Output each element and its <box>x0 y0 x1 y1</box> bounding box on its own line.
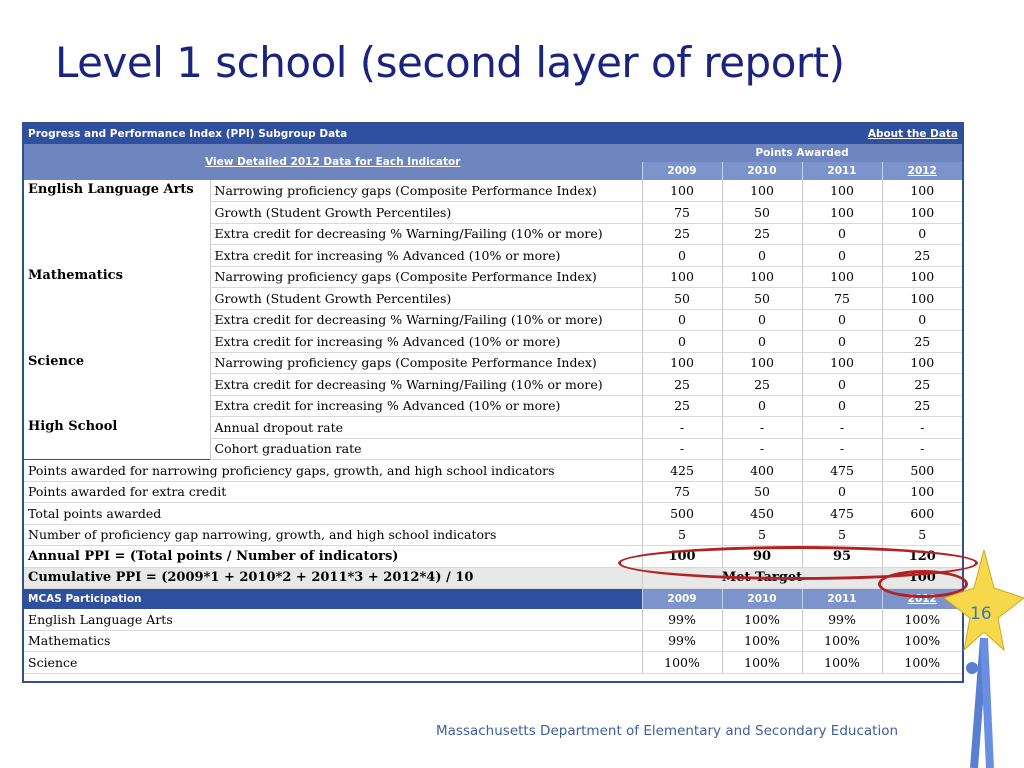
indicator-label: Narrowing proficiency gaps (Composite Performance Index) <box>210 266 642 288</box>
indicator-label: Extra credit for increasing % Advanced (10% or more) <box>210 395 642 417</box>
cumulative-label: Cumulative PPI = (2009*1 + 2010*2 + 2011*3 + 2012*4) / 10 <box>24 567 642 589</box>
points-cell: 25 <box>642 374 722 396</box>
points-cell: 100 <box>642 266 722 288</box>
mcas-value: 100% <box>722 652 802 674</box>
ppi-table <box>24 124 962 674</box>
points-cell: 25 <box>642 395 722 417</box>
slide-title: Level 1 school (second layer of report) <box>55 38 845 87</box>
summary-label: Number of proficiency gap narrowing, growth, and high school indicators <box>24 524 642 546</box>
points-cell: - <box>802 417 882 439</box>
table-row <box>24 352 962 374</box>
mcas-value: 99% <box>642 609 722 631</box>
category-label: High School <box>24 417 210 460</box>
year-header-2010: 2010 <box>722 162 802 180</box>
indicator-label: Growth (Student Growth Percentiles) <box>210 288 642 310</box>
summary-value: 75 <box>642 481 722 503</box>
points-cell: 0 <box>802 374 882 396</box>
category-label: Science <box>24 352 210 417</box>
subheader-row <box>24 144 962 162</box>
points-cell: - <box>642 438 722 460</box>
mcas-value: 100% <box>882 652 962 674</box>
indicator-label: Extra credit for increasing % Advanced (10% or more) <box>210 331 642 353</box>
summary-row <box>24 481 962 503</box>
summary-value: 5 <box>642 524 722 546</box>
points-cell: 50 <box>722 202 802 224</box>
view-detailed-data-link[interactable]: View Detailed 2012 Data for Each Indicator <box>205 156 461 168</box>
points-cell: 75 <box>642 202 722 224</box>
points-cell: 50 <box>722 288 802 310</box>
points-cell: - <box>642 417 722 439</box>
summary-label: Total points awarded <box>24 503 642 525</box>
points-cell: 0 <box>802 245 882 267</box>
summary-value: 100 <box>882 481 962 503</box>
points-cell: 25 <box>882 331 962 353</box>
points-cell: 0 <box>802 395 882 417</box>
points-cell: 100 <box>882 202 962 224</box>
mcas-subject: Mathematics <box>24 630 642 652</box>
points-cell: 0 <box>802 309 882 331</box>
cumulative-value: 100 <box>882 567 962 589</box>
mcas-value: 100% <box>882 609 962 631</box>
mcas-value: 99% <box>802 609 882 631</box>
points-cell: 25 <box>722 223 802 245</box>
summary-label: Annual PPI = (Total points / Number of indicators) <box>24 546 642 568</box>
year-header-2009: 2009 <box>642 162 722 180</box>
points-cell: 100 <box>882 288 962 310</box>
mcas-header-row <box>24 589 962 609</box>
points-cell: 0 <box>722 245 802 267</box>
indicator-label: Narrowing proficiency gaps (Composite Performance Index) <box>210 352 642 374</box>
points-cell: 100 <box>642 352 722 374</box>
points-cell: - <box>882 438 962 460</box>
mcas-year-header-2012[interactable]: 2012 <box>882 589 962 609</box>
about-cell <box>642 124 962 144</box>
points-cell: 25 <box>722 374 802 396</box>
mcas-value: 100% <box>722 609 802 631</box>
category-label: English Language Arts <box>24 180 210 266</box>
summary-value: 5 <box>882 524 962 546</box>
points-cell: 25 <box>882 245 962 267</box>
mcas-value: 100% <box>802 630 882 652</box>
points-cell: 100 <box>882 266 962 288</box>
points-cell: 100 <box>802 180 882 202</box>
mcas-value: 100% <box>882 630 962 652</box>
points-cell: 0 <box>802 331 882 353</box>
points-cell: 0 <box>722 395 802 417</box>
summary-value: 50 <box>722 481 802 503</box>
mcas-year-header-2011: 2011 <box>802 589 882 609</box>
about-the-data-link[interactable]: About the Data <box>867 128 959 140</box>
summary-row <box>24 503 962 525</box>
points-cell: 100 <box>642 180 722 202</box>
mcas-year-header-2010: 2010 <box>722 589 802 609</box>
mcas-value: 99% <box>642 630 722 652</box>
points-cell: 25 <box>882 395 962 417</box>
summary-value: 450 <box>722 503 802 525</box>
summary-label: Points awarded for extra credit <box>24 481 642 503</box>
table-heading: Progress and Performance Index (PPI) Subgroup Data <box>24 124 642 144</box>
summary-value: 600 <box>882 503 962 525</box>
points-awarded-header: Points Awarded <box>642 144 962 162</box>
points-cell: 0 <box>642 309 722 331</box>
points-cell: - <box>722 417 802 439</box>
star-figure-icon <box>944 550 1024 768</box>
summary-value: 100 <box>642 546 722 568</box>
indicator-label: Annual dropout rate <box>210 417 642 439</box>
points-cell: 100 <box>882 180 962 202</box>
footer-text: Massachusetts Department of Elementary and Secondary Education <box>436 723 899 739</box>
indicator-label: Narrowing proficiency gaps (Composite Performance Index) <box>210 180 642 202</box>
mcas-row <box>24 609 962 631</box>
indicator-label: Extra credit for decreasing % Warning/Failing (10% or more) <box>210 223 642 245</box>
slide-number: 16 <box>970 604 992 624</box>
points-cell: 100 <box>882 352 962 374</box>
summary-value: 0 <box>802 481 882 503</box>
ppi-report <box>22 122 964 683</box>
cumulative-status: Met Target <box>642 567 882 589</box>
summary-value: 400 <box>722 460 802 482</box>
points-cell: 100 <box>802 266 882 288</box>
mcas-subject: English Language Arts <box>24 609 642 631</box>
mcas-subject: Science <box>24 652 642 674</box>
points-cell: 100 <box>802 202 882 224</box>
points-cell: 0 <box>722 331 802 353</box>
points-cell: 25 <box>882 374 962 396</box>
mcas-row <box>24 652 962 674</box>
summary-value: 90 <box>722 546 802 568</box>
mcas-value: 100% <box>802 652 882 674</box>
year-header-2011: 2011 <box>802 162 882 180</box>
points-cell: 0 <box>642 331 722 353</box>
mcas-heading: MCAS Participation <box>24 589 642 609</box>
indicator-label: Extra credit for decreasing % Warning/Failing (10% or more) <box>210 374 642 396</box>
summary-value: 475 <box>802 460 882 482</box>
points-cell: 50 <box>642 288 722 310</box>
summary-value: 120 <box>882 546 962 568</box>
points-cell: 0 <box>882 309 962 331</box>
summary-value: 500 <box>642 503 722 525</box>
indicator-label: Cohort graduation rate <box>210 438 642 460</box>
points-cell: 100 <box>802 352 882 374</box>
mcas-year-header-2009: 2009 <box>642 589 722 609</box>
points-cell: 0 <box>802 223 882 245</box>
summary-row <box>24 460 962 482</box>
table-row <box>24 266 962 288</box>
points-cell: 100 <box>722 266 802 288</box>
summary-value: 5 <box>802 524 882 546</box>
indicator-label: Growth (Student Growth Percentiles) <box>210 202 642 224</box>
mcas-value: 100% <box>722 630 802 652</box>
indicator-label: Extra credit for decreasing % Warning/Failing (10% or more) <box>210 309 642 331</box>
summary-value: 425 <box>642 460 722 482</box>
points-cell: 75 <box>802 288 882 310</box>
mcas-value: 100% <box>642 652 722 674</box>
summary-value: 95 <box>802 546 882 568</box>
summary-value: 5 <box>722 524 802 546</box>
category-label: Mathematics <box>24 266 210 352</box>
points-cell: 0 <box>722 309 802 331</box>
table-row <box>24 180 962 202</box>
points-cell: 25 <box>642 223 722 245</box>
summary-label: Points awarded for narrowing proficiency gaps, growth, and high school indicators <box>24 460 642 482</box>
mcas-row <box>24 630 962 652</box>
points-cell: 0 <box>642 245 722 267</box>
summary-row <box>24 524 962 546</box>
points-cell: - <box>802 438 882 460</box>
summary-value: 475 <box>802 503 882 525</box>
year-header-2012[interactable]: 2012 <box>882 162 962 180</box>
summary-value: 500 <box>882 460 962 482</box>
indicator-label: Extra credit for increasing % Advanced (10% or more) <box>210 245 642 267</box>
header-row <box>24 124 962 144</box>
points-cell: 100 <box>722 180 802 202</box>
detail-cell <box>24 144 642 180</box>
table-row <box>24 417 962 439</box>
points-cell: - <box>722 438 802 460</box>
points-cell: - <box>882 417 962 439</box>
points-cell: 0 <box>882 223 962 245</box>
points-cell: 100 <box>722 352 802 374</box>
